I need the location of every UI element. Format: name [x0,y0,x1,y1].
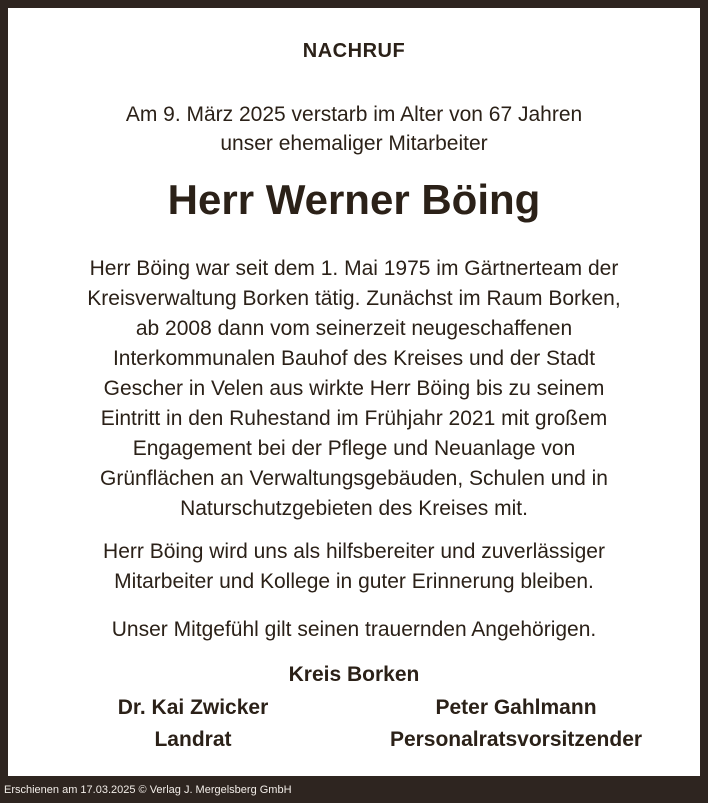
bio-line: ab 2008 dann vom seinerzeit neugeschaffenen [135,317,573,340]
signatory-name: Peter Gahlmann [435,696,597,719]
bio-line: Gescher in Velen aus wirkte Herr Böing bis zu seinem [103,377,605,400]
publication-footer: Erschienen am 17.03.2025 © Verlag J. Mergelsberg GmbH [4,784,292,796]
condolence-text: Unser Mitgefühl gilt seinen trauernden Angehörigen. [111,618,597,641]
bio-line: Grünflächen an Verwaltungsgebäuden, Schulen und in [100,467,608,490]
signatory-name: Dr. Kai Zwicker [117,696,269,719]
bio-line: Engagement bei der Pflege und Neuanlage von [132,437,576,460]
organization-name: Kreis Borken [288,663,420,686]
signatory-landrat [78,692,308,756]
intro-line: Am 9. März 2025 verstarb im Alter von 67 Jahren [125,103,583,126]
intro-text [8,100,700,158]
signatory-personalrat [366,692,666,756]
remember-line: Herr Böing wird uns als hilfsbereiter und zuverlässiger [103,540,605,563]
signatory-role: Personalratsvorsitzender [389,728,643,751]
intro-line: unser ehemaliger Mitarbeiter [220,132,488,155]
remembrance-text [8,537,700,597]
remember-line: Mitarbeiter und Kollege in guter Erinnerung bleiben. [114,570,594,593]
deceased-name: Herr Werner Böing [167,176,541,223]
signatory-role: Landrat [154,728,232,751]
bio-line: Eintritt in den Ruhestand im Frühjahr 2021 mit großem [100,407,608,430]
bio-line: Interkommunalen Bauhof des Kreises und der Stadt [112,347,596,370]
bio-line: Kreisverwaltung Borken tätig. Zunächst im Raum Borken, [87,287,621,310]
bio-line: Naturschutzgebieten des Kreises mit. [180,497,528,520]
biography-text [8,254,700,524]
notice-heading: NACHRUF [302,40,406,62]
obituary-card [8,8,700,776]
bio-line: Herr Böing war seit dem 1. Mai 1975 im Gärtnerteam der [89,257,619,280]
